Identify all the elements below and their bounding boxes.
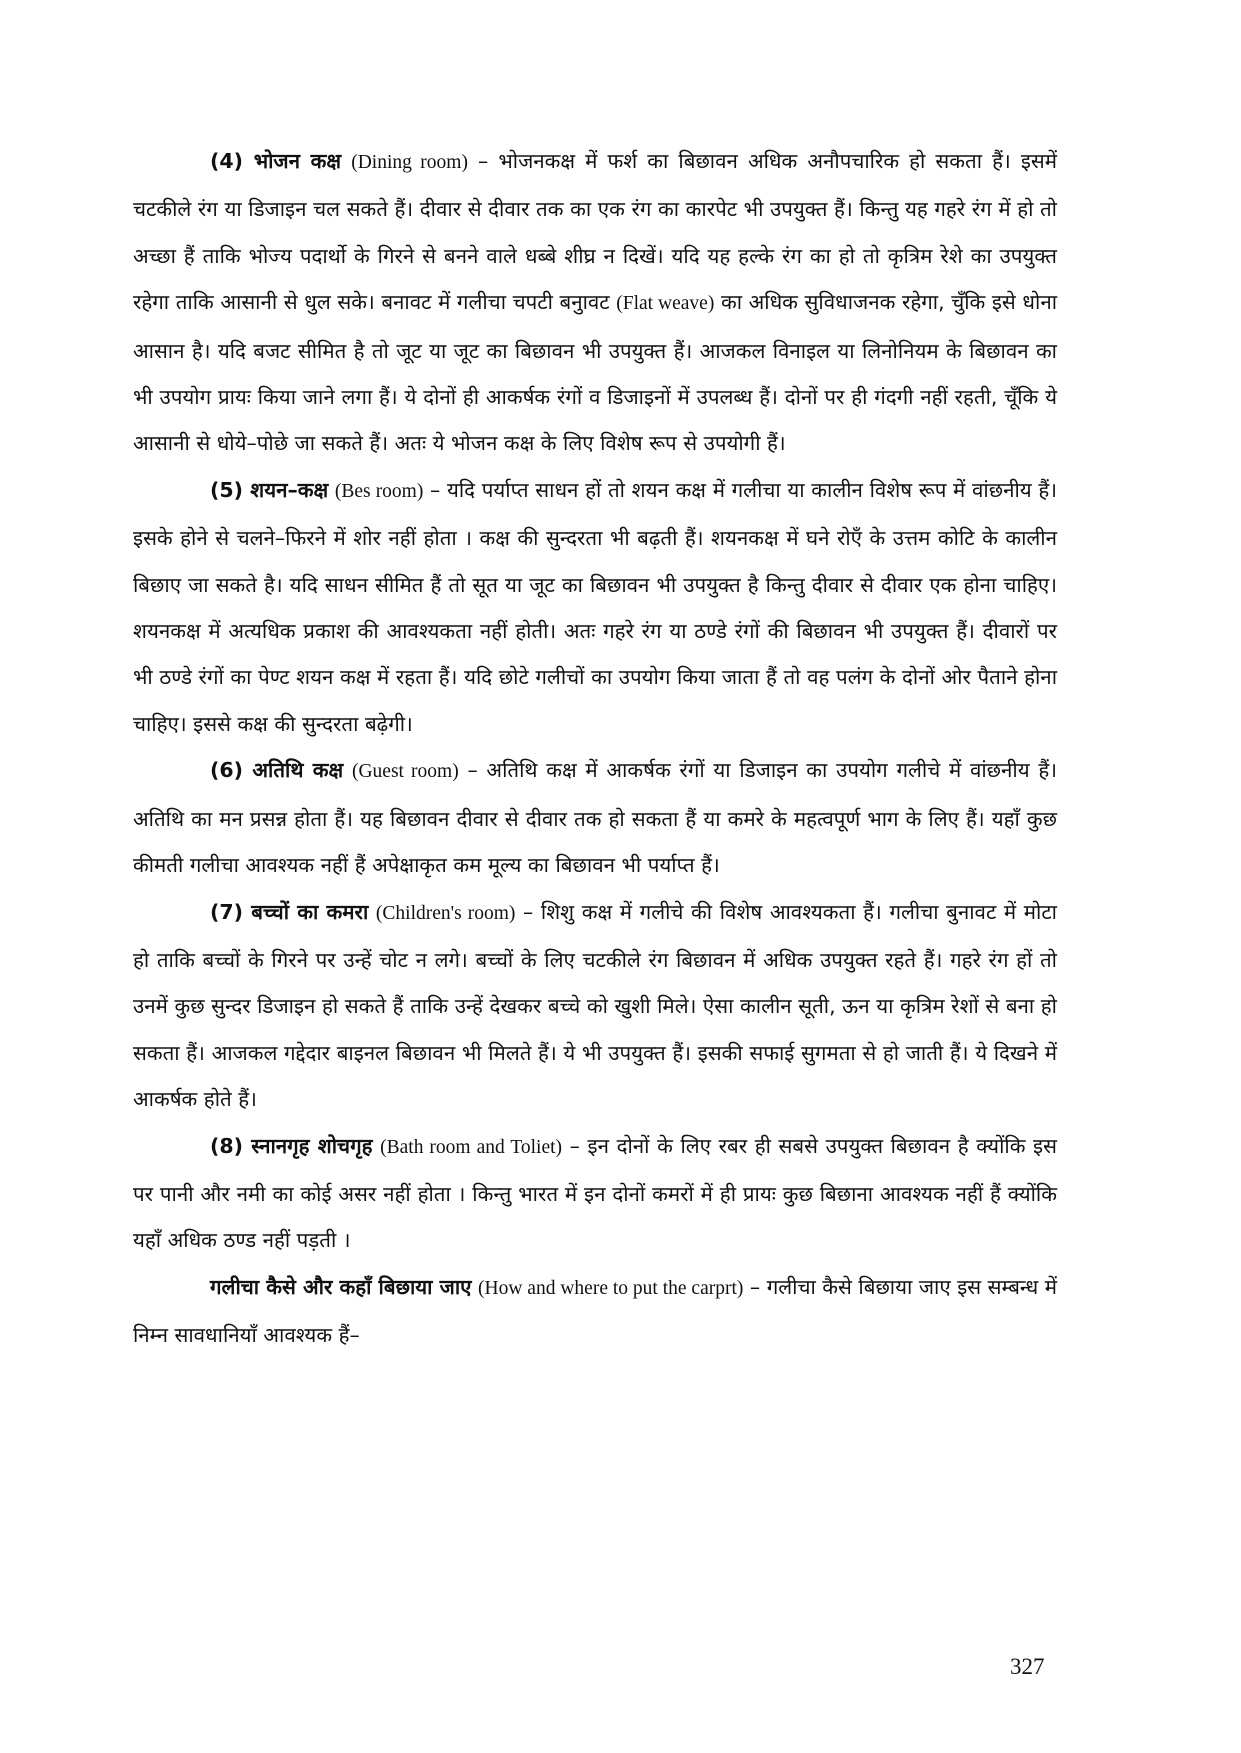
paragraph-bed-room	[133, 467, 1057, 747]
paragraph-text: – शिशु कक्ष में गलीचे की विशेष आवश्यकता हैं। गलीचा बुनावट में मोटा हो ताकि बच्चों के गिरने पर उन्हें चोट न लगे। बच्चों के लिए चटकीले रंग बिछावन में अधिक उपयुक्त रहते हैं। गहरे रंग हों तो उनमें कुछ सुन्दर डिजाइन हो सकते हैं ताकि उन्हें देखकर बच्चे को खुशी मिले। ऐसा कालीन सूती, ऊन या कृत्रिम रेशों से बना हो सकता हैं। आजकल गद्देदार बाइनल बिछावन भी मिलते हैं। ये भी उपयुक्त हैं। इसकी सफाई सुगमता से हो जाती हैं। ये दिखने में आकर्षक होते हैं।	[133, 899, 1057, 1112]
section-heading: (5) शयन–कक्ष	[210, 477, 329, 502]
english-term: (Bes room)	[334, 480, 424, 502]
section-heading: (8) स्नानगृह शोचगृह	[210, 1133, 373, 1158]
paragraph-guest-room	[133, 747, 1057, 888]
paragraph-bath-room	[133, 1123, 1057, 1264]
english-term: (How and where to put the carprt)	[478, 1277, 744, 1299]
page-number: 327	[1010, 1654, 1045, 1679]
section-heading: (4) भोजन कक्ष	[210, 149, 342, 173]
english-term: (Flat weave)	[616, 293, 715, 315]
section-heading: (7) बच्चों का कमरा	[210, 899, 369, 924]
paragraph-text: – गलीचा कैसे बिछाया जाए इस सम्बन्ध में निम्न सावधानियाँ आवश्यक हैं–	[133, 1274, 1057, 1348]
paragraph-dining-room	[133, 138, 1057, 467]
paragraph-text: – यदि पर्याप्त साधन हों तो शयन कक्ष में गलीचा या कालीन विशेष रूप में वांछनीय हैं। इसके होने से चलने–फिरने में शोर नहीं होता । कक्ष की सुन्दरता भी बढ़ती हैं। शयनकक्ष में घने रोएँ के उत्तम कोटि के कालीन बिछाए जा सकते है। यदि साधन सीमित हैं तो सूत या जूट का बिछावन भी उपयुक्त है किन्तु दीवार से दीवार एक होना चाहिए। शयनकक्ष में अत्यधिक प्रकाश की आवश्यकता नहीं होती। अतः गहरे रंग या ठण्डे रंगों की बिछावन भी उपयुक्त हैं। दीवारों पर भी ठण्डे रंगों का पेण्ट शयन कक्ष में रहता हैं। यदि छोटे गलीचों का उपयोग किया जाता हैं तो वह पलंग के दोनों ओर पैताने होना चाहिए। इससे कक्ष की सुन्दरता बढ़ेगी।	[133, 477, 1057, 736]
paragraph-text: – अतिथि कक्ष में आकर्षक रंगों या डिजाइन का उपयोग गलीचे में वांछनीय हैं। अतिथि का मन प्रसन्न होता हैं। यह बिछावन दीवार से दीवार तक हो सकता हैं या कमरे के महत्वपूर्ण भाग के लिए हैं। यहाँ कुछ कीमती गलीचा आवश्यक नहीं हैं अपेक्षाकृत कम मूल्य का बिछावन भी पर्याप्त हैं।	[133, 758, 1057, 878]
paragraph-text: – इन दोनों के लिए रबर ही सबसे उपयुक्त बिछावन है क्योंकि इस पर पानी और नमी का कोई असर नहीं होता । किन्तु भारत में इन दोनों कमरों में ही प्रायः कुछ बिछाना आवश्यक नहीं हैं क्योंकि यहाँ अधिक ठण्ड नहीं पड़ती ।	[133, 1133, 1057, 1253]
english-term: (Children's room)	[375, 902, 516, 924]
paragraph-how-to-lay-carpet	[133, 1264, 1057, 1359]
english-term: (Bath room and Toliet)	[380, 1136, 563, 1158]
page-body	[133, 138, 1057, 1359]
english-term: (Guest room)	[351, 761, 459, 783]
paragraph-text: का अधिक सुविधाजनक रहेगा, चुँकि इसे धोना आसान है। यदि बजट सीमित है तो जूट या जूट का बिछावन भी उपयुक्त हैं। आजकल विनाइल या लिनोनियम के बिछावन का भी उपयोग प्रायः किया जाने लगा हैं। ये दोनों ही आकर्षक रंगों व डिजाइनों में उपलब्ध हैं। दोनों पर ही गंदगी नहीं रहती, चूँकि ये आसानी से धोये–पोछे जा सकते हैं। अतः ये भोजन कक्ष के लिए विशेष रूप से उपयोगी हैं।	[133, 290, 1058, 456]
section-heading: (6) अतिथि कक्ष	[210, 758, 344, 783]
paragraph-childrens-room	[133, 889, 1057, 1123]
paragraph-text: – भोजनकक्ष में फर्श का बिछावन अधिक अनौपचारिक हो सकता हैं। इसमें चटकीले रंग या डिजाइन चल सकते हैं। दीवार से दीवार तक का एक रंग का कारपेट भी उपयुक्त हैं। किन्तु यह गहरे रंग में हो तो अच्छा हैं ताकि भोज्य पदार्थो के गिरने से बनने वाले धब्बे शीघ्र न दिखें। यदि यह हल्के रंग का हो तो कृत्रिम रेशे का उपयुक्त रहेगा ताकि आसानी से धुल सके। बनावट में गलीचा चपटी बनुावट	[133, 149, 1058, 315]
english-term: (Dining room)	[351, 152, 468, 173]
section-heading: गलीचा कैसे और कहाँ बिछाया जाए	[210, 1274, 472, 1299]
